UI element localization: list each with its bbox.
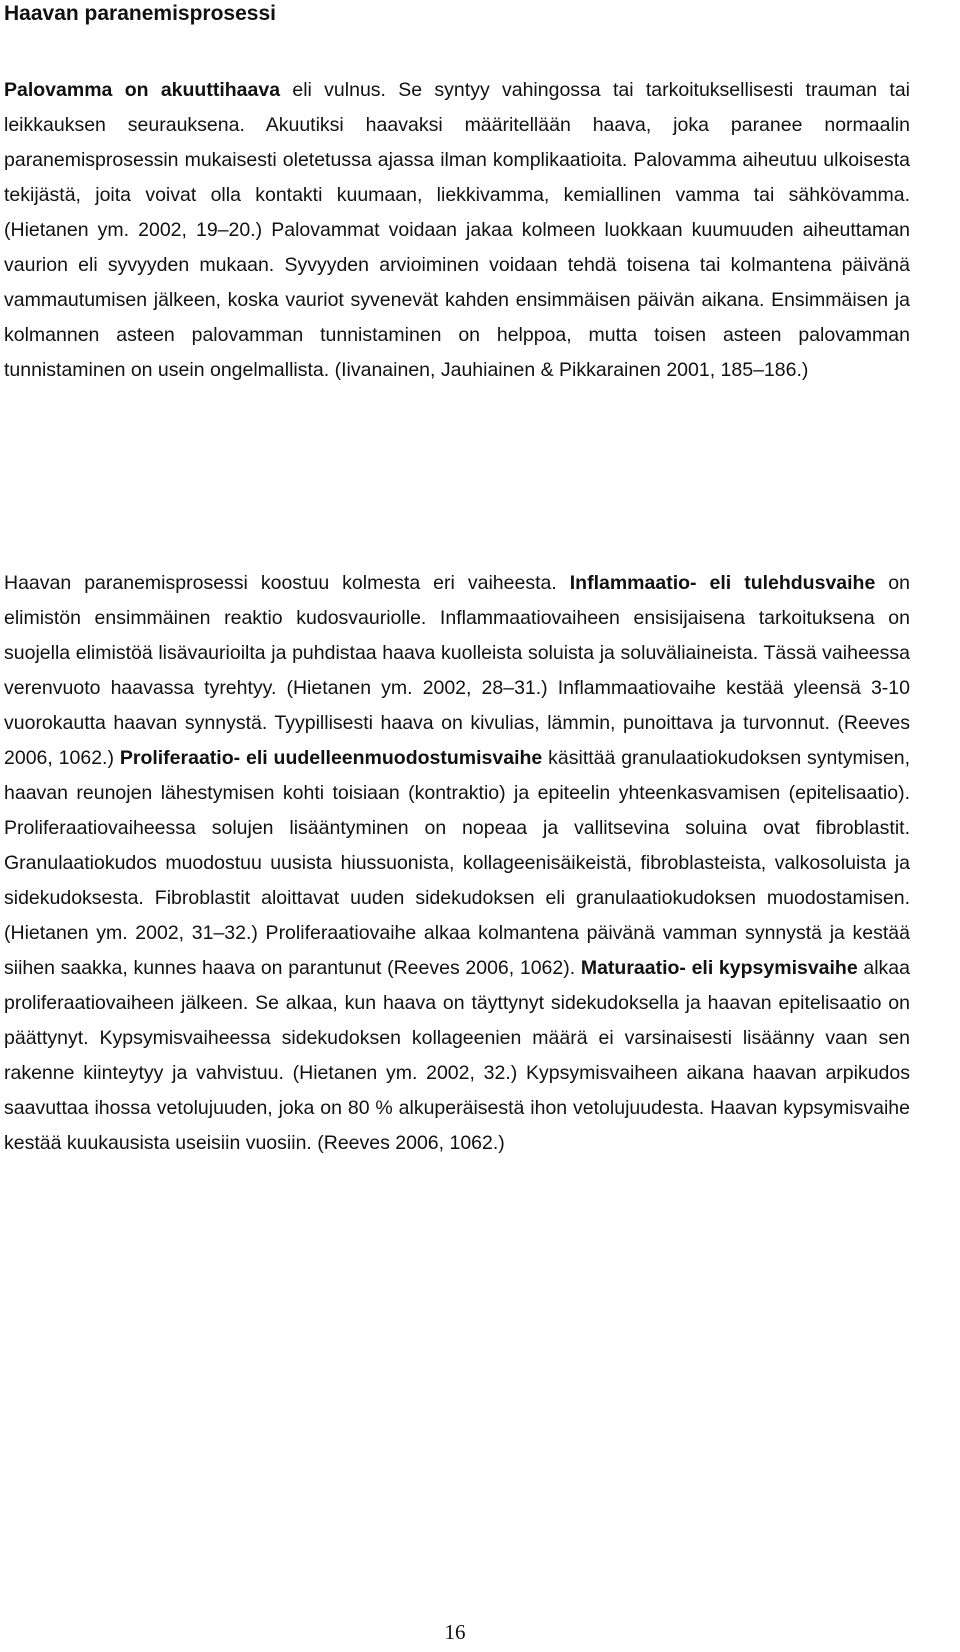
section-heading: Haavan paranemisprosessi	[4, 2, 276, 25]
paragraph-burn-wound	[4, 73, 910, 388]
bold-term-maturation-phase: Maturaatio- eli kypsymisvaihe	[580, 957, 858, 979]
bold-term-acute-wound: Palovamma on akuuttihaava	[4, 79, 281, 101]
paragraph-text: Haavan paranemisprosessi koostuu kolmesta eri vaiheesta.	[4, 572, 570, 594]
bold-term-inflammation-phase: Inflammaatio- eli tulehdusvaihe	[569, 572, 876, 594]
page-number: 16	[444, 1620, 466, 1644]
paragraph-text: alkaa proliferaatiovaiheen jälkeen. Se alkaa, kun haava on täyttynyt sidekudoksella ja haavan epitelisaatio on päättynyt. Kypsymisvaiheessa sidekudoksen kollageenien määrä ei varsinaisesti lisäänny vaan sen rakenne kiinteytyy ja vahvistuu. (Hietanen ym. 2002, 32.) Kypsymisvaiheen aikana haavan arpikudos saavuttaa ihossa vetolujuuden, joka on 80 % alkuperäisestä ihon vetolujuudesta. Haavan kypsymisvaihe kestää kuukausista useisiin vuosiin. (Reeves 2006, 1062.)	[4, 957, 910, 1154]
paragraph-text: eli vulnus. Se syntyy vahingossa tai tarkoituksellisesti trauman tai leikkauksen seurauksena. Akuutiksi haavaksi määritellään haava, joka paranee normaalin paranemisprosessin mukaisesti oletetussa ajassa ilman komplikaatioita. Palovamma aiheutuu ulkoisesta tekijästä, joita voivat olla kontakti kuumaan, liekkivamma, kemiallinen vamma tai sähkövamma. (Hietanen ym. 2002, 19–20.) Palovammat voidaan jakaa kolmeen luokkaan kuumuuden aiheuttaman vaurion eli syvyyden mukaan. Syvyyden arvioiminen voidaan tehdä toisena tai kolmantena päivänä vammautumisen jälkeen, koska vauriot syvenevät kahden ensimmäisen päivän aikana. Ensimmäisen ja kolmannen asteen palovamman tunnistaminen on helppoa, mutta toisen asteen palovamman tunnistaminen on usein ongelmallista. (Iivanainen, Jauhiainen & Pikkarainen 2001, 185–186.)	[4, 79, 910, 381]
paragraph-text: käsittää granulaatiokudoksen syntymisen, haavan reunojen lähestymisen kohti toisiaan (kontraktio) ja epiteelin yhteenkasvamisen (epitelisaatio). Proliferaatiovaiheessa solujen lisääntyminen on nopeaa ja vallitsevina soluina ovat fibroblastit. Granulaatiokudos muodostuu uusista hiussuonista, kollageenisäikeistä, fibroblasteista, valkosoluista ja sidekudoksesta. Fibroblastit aloittavat uuden sidekudoksen eli granulaatiokudoksen muodostamisen. (Hietanen ym. 2002, 31–32.) Proliferaatiovaihe alkaa kolmantena päivänä vamman synnystä ja kestää siihen saakka, kunnes haava on parantunut (Reeves 2006, 1062).	[4, 747, 910, 979]
paragraph-healing-phases	[4, 566, 910, 1161]
paragraph-text: on elimistön ensimmäinen reaktio kudosvauriolle. Inflammaatiovaiheen ensisijaisena tarkoituksena on suojella elimistöä lisävaurioilta ja puhdistaa haava kuolleista soluista ja soluväliaineista. Tässä vaiheessa verenvuoto haavassa tyrehtyy. (Hietanen ym. 2002, 28–31.) Inflammaatiovaihe kestää yleensä 3-10 vuorokautta haavan synnystä. Tyypillisesti haava on kivulias, lämmin, punoittava ja turvonnut. (Reeves 2006, 1062.)	[4, 572, 911, 769]
bold-term-proliferation-phase: Proliferaatio- eli uudelleenmuodostumisvaihe	[119, 747, 543, 769]
